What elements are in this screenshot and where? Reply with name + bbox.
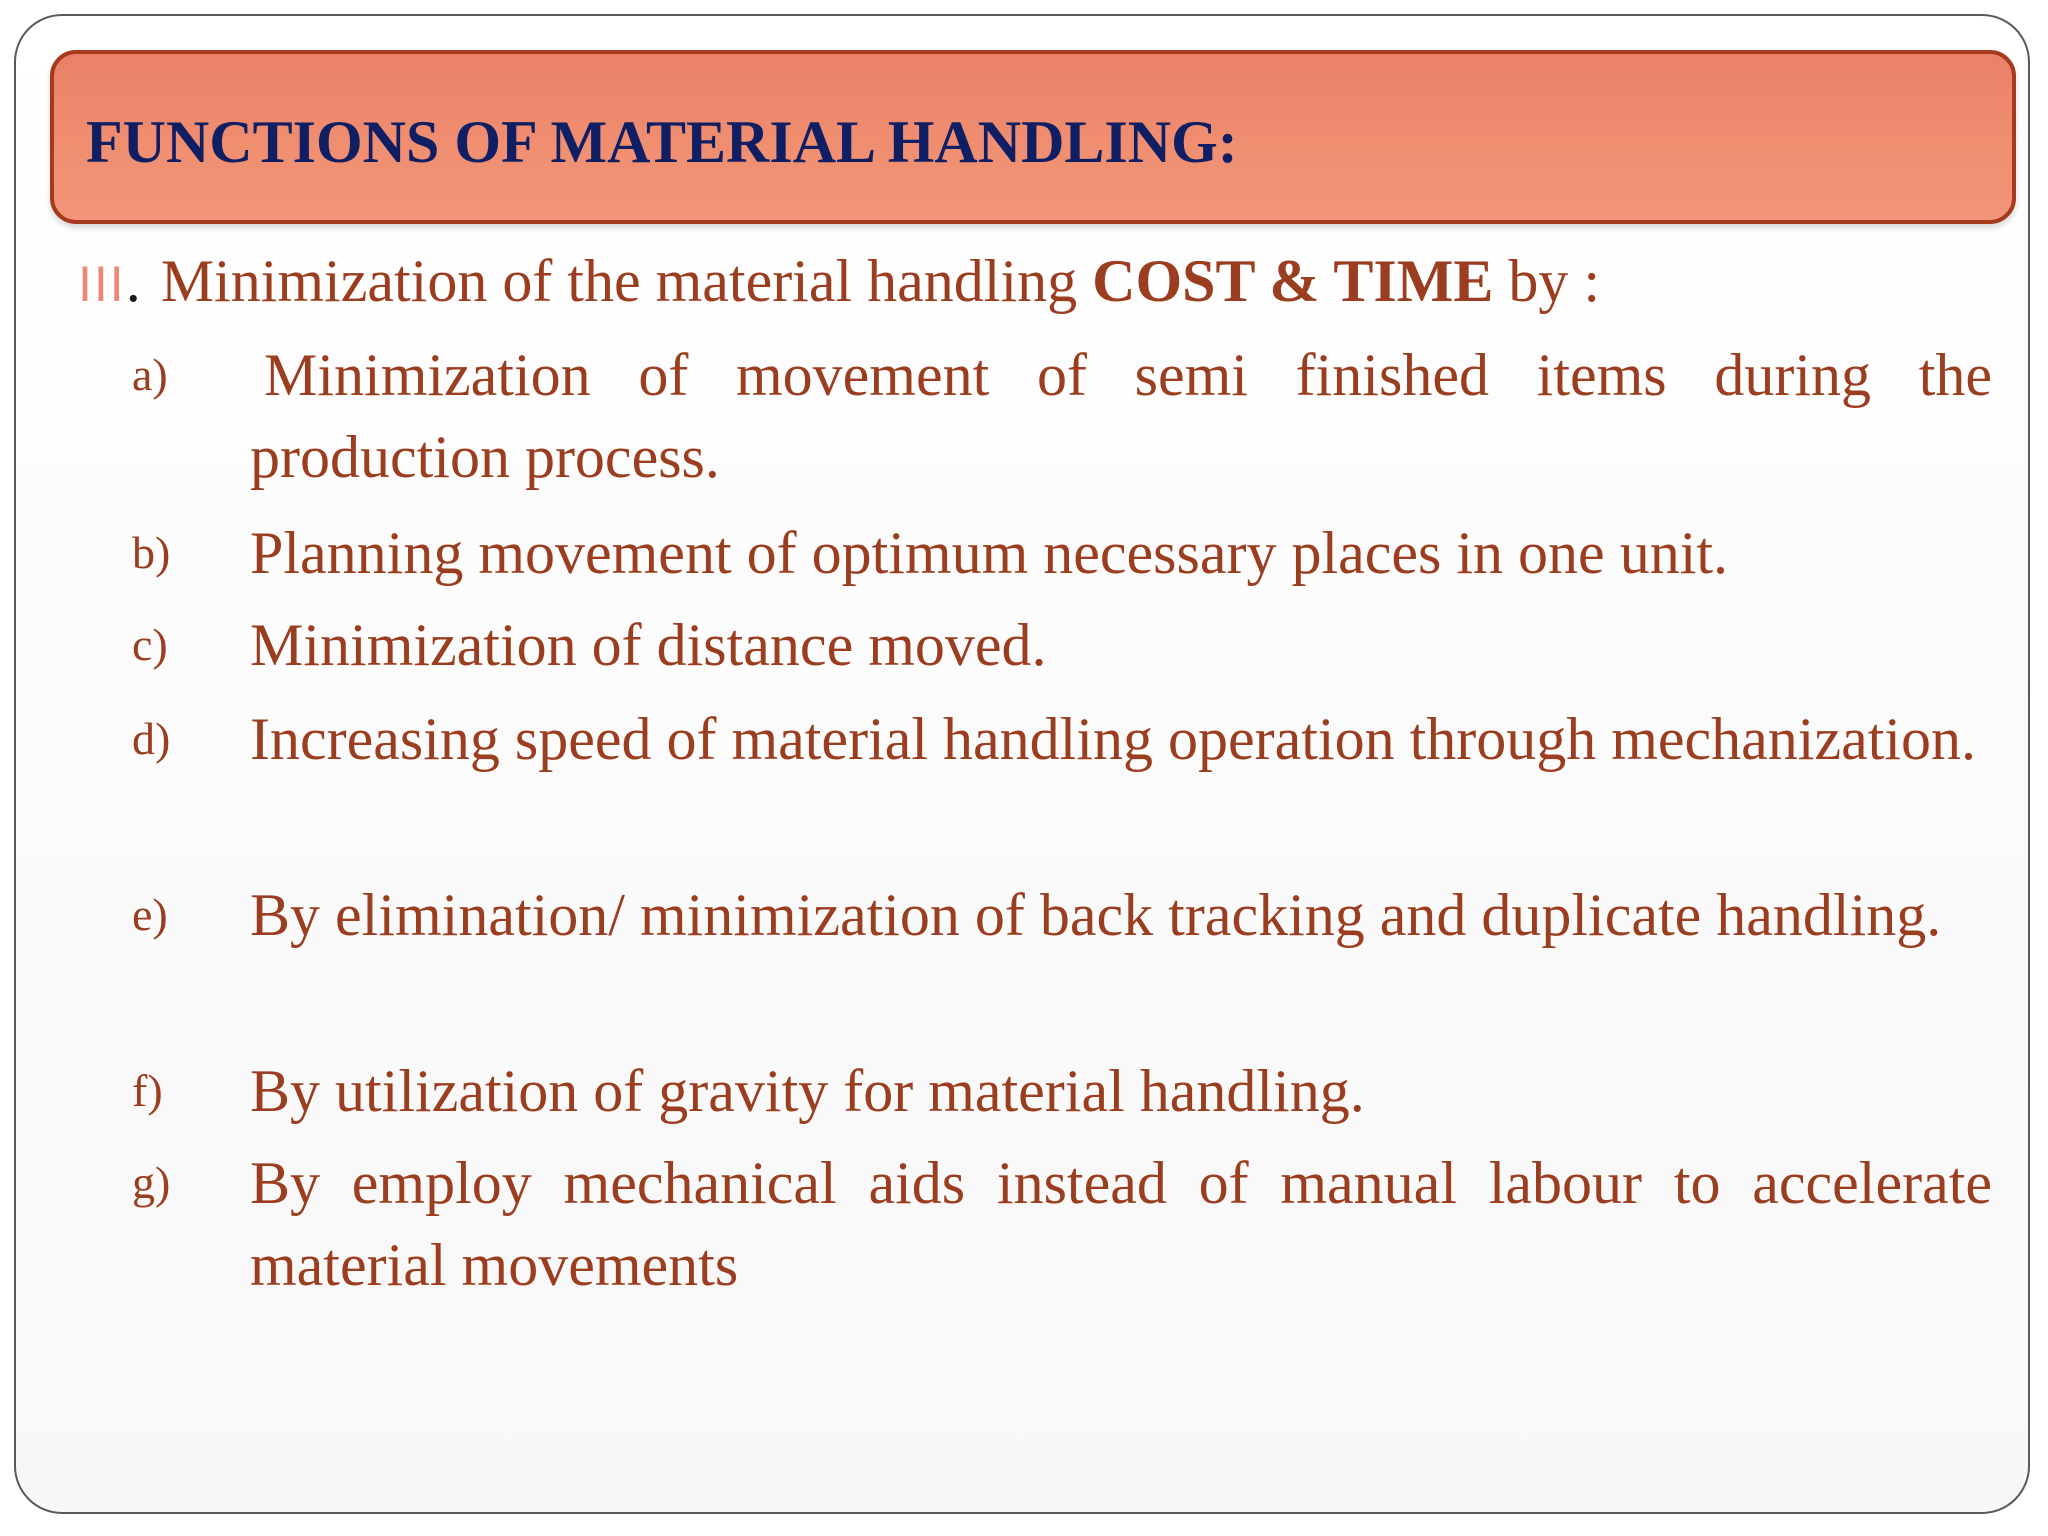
- heading-suffix: by :: [1493, 248, 1601, 314]
- title-banner: [50, 50, 2016, 224]
- list-item-text: By utilization of gravity for material handling.: [250, 1058, 1365, 1124]
- heading-emphasis: COST & TIME: [1092, 248, 1494, 314]
- list-item-text: By employ mechanical aids instead of manual labour to accelerate material movements: [250, 1150, 1992, 1298]
- list-item-text: Minimization of movement of semi finished items during the production process.: [250, 342, 1992, 490]
- list-item-label: f): [132, 1065, 163, 1116]
- list-item-label: e): [132, 889, 168, 940]
- list-item-label: b): [132, 527, 171, 578]
- heading-text: Minimization of the material handling: [160, 248, 1093, 314]
- numeral-dot: .: [125, 248, 141, 314]
- list-item-label: d): [132, 713, 171, 764]
- list-item-label: a): [132, 349, 168, 400]
- list-item-text: Planning movement of optimum necessary places in one unit.: [250, 520, 1729, 586]
- list-item-text: Minimization of distance moved.: [250, 612, 1047, 678]
- list-item-label: g): [132, 1157, 171, 1208]
- section-heading: [78, 246, 1600, 316]
- list-item-text: Increasing speed of material handling operation through mechanization.: [250, 706, 1977, 772]
- list-item-label: c): [132, 619, 168, 670]
- list-item-text: By elimination/ minimization of back tracking and duplicate handling.: [250, 882, 1942, 948]
- roman-numeral: III: [78, 256, 126, 312]
- slide-title: FUNCTIONS OF MATERIAL HANDLING:: [86, 109, 1238, 175]
